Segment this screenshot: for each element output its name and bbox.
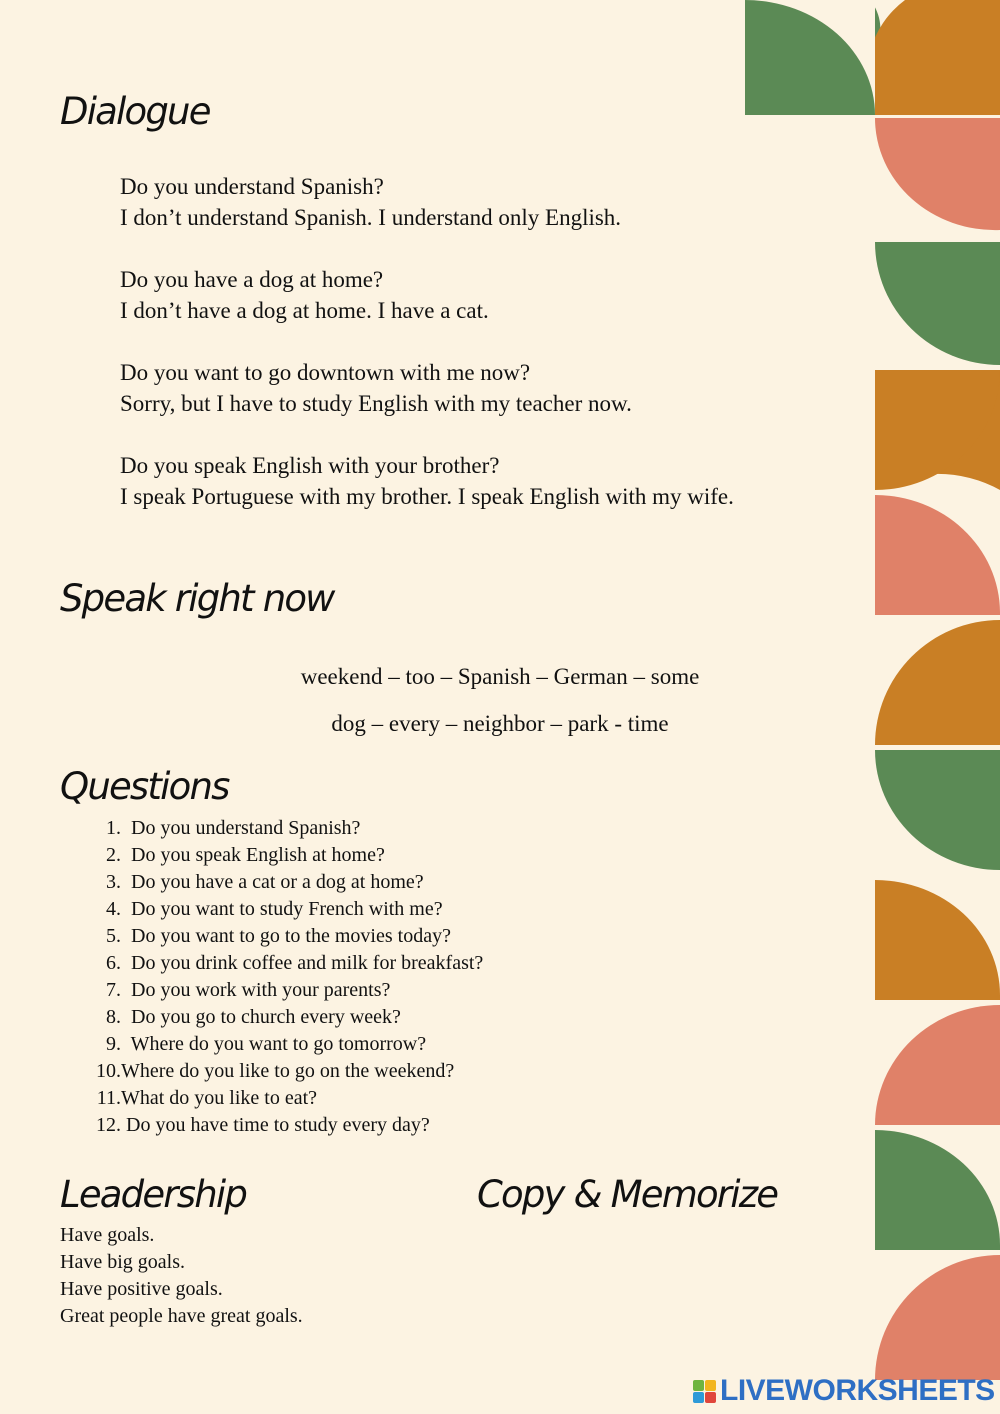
leadership-line: Have big goals. [60,1251,185,1273]
dialogue-block [120,171,734,543]
word-bank-line: dog – every – neighbor – park - time [331,711,669,736]
dialogue-answer: Sorry, but I have to study English with my teacher now. [120,391,632,416]
dialogue-heading: Dialogue [60,90,210,133]
dialogue-pair [120,264,734,326]
copy-memorize-heading: Copy & Memorize [477,1173,778,1216]
dialogue-question: Do you understand Spanish? [120,174,384,199]
question-item: 4. Do you want to study French with me? [106,898,443,920]
question-item: 8. Do you go to church every week? [106,1006,401,1028]
word-bank-line: weekend – too – Spanish – German – some [300,664,700,689]
liveworksheets-logo-text: LIVEWORKSHEETS [720,1374,995,1407]
question-item: 2. Do you speak English at home? [106,844,385,866]
question-item: 1. Do you understand Spanish? [106,817,361,839]
question-item: 7. Do you work with your parents? [106,979,391,1001]
question-item: 6. Do you drink coffee and milk for breakfast? [106,952,484,974]
decorative-green-leaf [745,0,880,115]
leadership-lines [60,1222,303,1330]
question-item: 10.Where do you like to go on the weekend? [96,1060,455,1082]
dialogue-question: Do you want to go downtown with me now? [120,360,531,385]
dialogue-answer: I don’t have a dog at home. I have a cat. [120,298,489,323]
dialogue-answer: I speak Portuguese with my brother. I speak English with my wife. [120,484,734,509]
leadership-line: Have goals. [60,1224,155,1246]
leadership-line: Have positive goals. [60,1278,223,1300]
dialogue-pair [120,450,734,512]
dialogue-pair [120,357,734,419]
question-item: 9. Where do you want to go tomorrow? [106,1033,427,1055]
dialogue-pair [120,171,734,233]
question-item: 12. Do you have time to study every day? [96,1114,430,1136]
leadership-line: Great people have great goals. [60,1305,303,1327]
questions-heading: Questions [60,765,229,808]
leadership-heading: Leadership [60,1173,247,1216]
speak-right-now-heading: Speak right now [60,577,334,620]
liveworksheets-logo [693,1374,995,1408]
question-item: 5. Do you want to go to the movies today? [106,925,451,947]
liveworksheets-logo-mark [693,1380,716,1403]
decorative-semicircle-border [875,0,1000,1414]
question-item: 11.What do you like to eat? [96,1087,318,1109]
dialogue-question: Do you have a dog at home? [120,267,384,292]
questions-list [88,815,483,1139]
dialogue-question: Do you speak English with your brother? [120,453,500,478]
dialogue-answer: I don’t understand Spanish. I understand only English. [120,205,622,230]
question-item: 3. Do you have a cat or a dog at home? [106,871,424,893]
